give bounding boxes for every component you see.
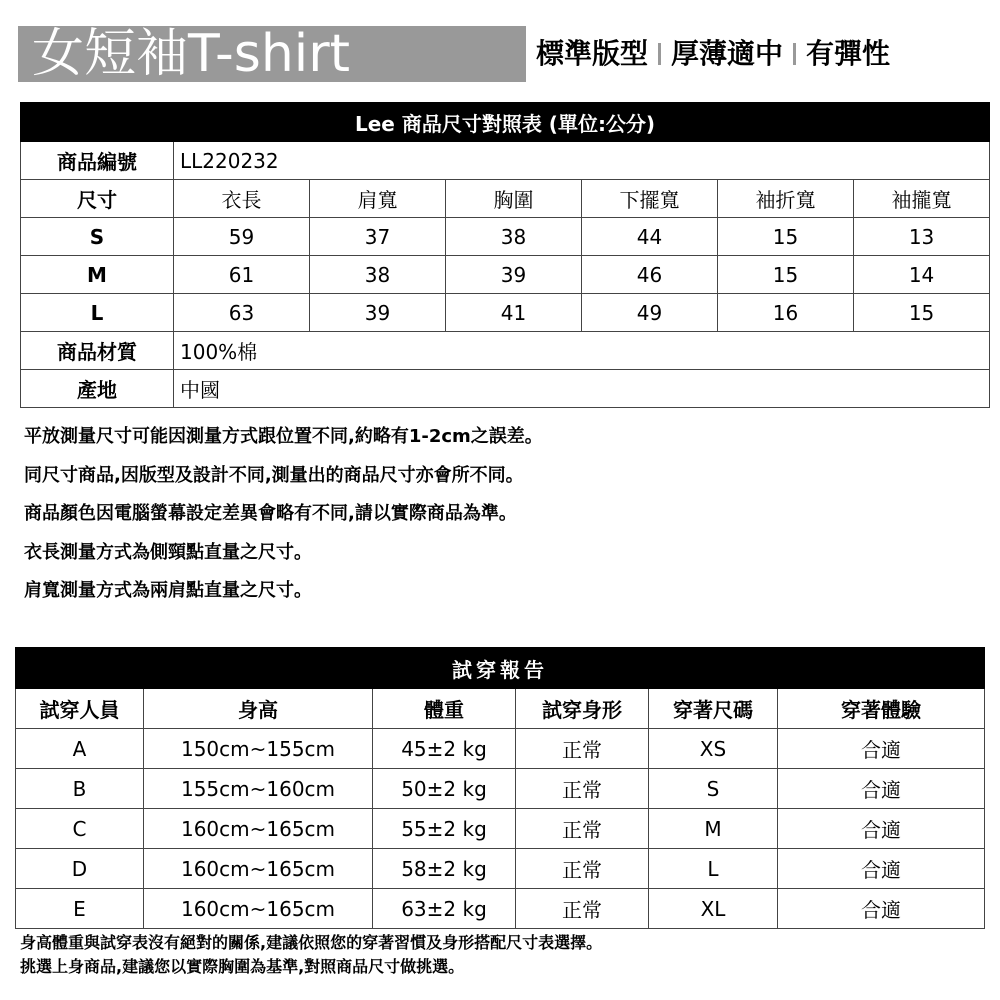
table-cell: 15: [854, 294, 990, 332]
table-cell: 50±2 kg: [373, 769, 516, 809]
table-cell: 13: [854, 218, 990, 256]
table-row: [16, 809, 985, 849]
trial-report-title: 試穿報告: [16, 648, 985, 689]
column-header: 胸圍: [446, 180, 582, 218]
table-cell: 49: [582, 294, 718, 332]
column-header: 試穿人員: [16, 689, 144, 729]
note-line: 同尺寸商品,因版型及設計不同,測量出的商品尺寸亦會所不同。: [24, 464, 524, 486]
table-row: [16, 849, 985, 889]
table-cell: 16: [718, 294, 854, 332]
table-cell: 44: [582, 218, 718, 256]
table-cell: 160cm~165cm: [144, 889, 373, 929]
size-chart-table: [20, 102, 990, 408]
table-cell: 150cm~155cm: [144, 729, 373, 769]
table-cell: C: [16, 809, 144, 849]
column-header: 衣長: [174, 180, 310, 218]
table-cell: 14: [854, 256, 990, 294]
column-header: 袖折寬: [718, 180, 854, 218]
table-row: [16, 769, 985, 809]
table-cell: 61: [174, 256, 310, 294]
table-row: [21, 294, 990, 332]
table-cell: 合適: [778, 769, 985, 809]
table-cell: 59: [174, 218, 310, 256]
column-header: 尺寸: [21, 180, 174, 218]
table-cell: 合適: [778, 809, 985, 849]
table-cell: 38: [446, 218, 582, 256]
table-cell: 合適: [778, 889, 985, 929]
size-label: S: [21, 218, 174, 256]
material-value: 100%棉: [174, 332, 990, 370]
note-line: 衣長測量方式為側頸點直量之尺寸。: [24, 541, 312, 563]
product-no-label: 商品編號: [21, 142, 174, 180]
table-cell: 63±2 kg: [373, 889, 516, 929]
table-cell: 合適: [778, 849, 985, 889]
table-cell: 37: [310, 218, 446, 256]
table-cell: 15: [718, 256, 854, 294]
table-cell: 正常: [516, 889, 649, 929]
size-chart-title: Lee 商品尺寸對照表 (單位:公分): [21, 103, 990, 142]
table-cell: 45±2 kg: [373, 729, 516, 769]
column-header: 體重: [373, 689, 516, 729]
size-header-row: [21, 180, 990, 218]
size-label: M: [21, 256, 174, 294]
tag-divider: [793, 43, 796, 65]
table-cell: 正常: [516, 769, 649, 809]
table-cell: 正常: [516, 729, 649, 769]
column-header: 穿著體驗: [778, 689, 985, 729]
product-no-value: LL220232: [174, 142, 990, 180]
table-cell: S: [649, 769, 778, 809]
table-cell: 39: [310, 294, 446, 332]
table-cell: 160cm~165cm: [144, 809, 373, 849]
table-cell: 正常: [516, 809, 649, 849]
tag-thickness: 厚薄適中: [671, 37, 784, 70]
page-title: 女短袖T-shirt: [18, 26, 526, 82]
origin-label: 產地: [21, 370, 174, 408]
table-row: [21, 218, 990, 256]
measurement-notes: [24, 418, 543, 611]
column-header: 肩寬: [310, 180, 446, 218]
table-cell: 38: [310, 256, 446, 294]
table-cell: E: [16, 889, 144, 929]
footer-notes: [20, 931, 602, 979]
column-header: 身高: [144, 689, 373, 729]
table-cell: 63: [174, 294, 310, 332]
table-cell: 合適: [778, 729, 985, 769]
table-row: [16, 889, 985, 929]
table-row: [16, 729, 985, 769]
note-line: 肩寬測量方式為兩肩點直量之尺寸。: [24, 580, 312, 601]
note-line: 商品顏色因電腦螢幕設定差異會略有不同,請以實際商品為準。: [24, 503, 517, 524]
trial-report-table: [15, 647, 985, 929]
table-cell: 15: [718, 218, 854, 256]
column-header: 穿著尺碼: [649, 689, 778, 729]
table-cell: XS: [649, 729, 778, 769]
table-cell: 39: [446, 256, 582, 294]
table-cell: B: [16, 769, 144, 809]
table-cell: 正常: [516, 849, 649, 889]
table-row: [21, 256, 990, 294]
column-header: 下擺寬: [582, 180, 718, 218]
column-header: 試穿身形: [516, 689, 649, 729]
table-cell: XL: [649, 889, 778, 929]
column-header: 袖攏寬: [854, 180, 990, 218]
footer-line: 挑選上身商品,建議您以實際胸圍為基準,對照商品尺寸做挑選。: [20, 957, 465, 976]
footer-line: 身高體重與試穿表沒有絕對的關係,建議依照您的穿著習慣及身形搭配尺寸表選擇。: [20, 933, 603, 952]
table-cell: 58±2 kg: [373, 849, 516, 889]
table-cell: 46: [582, 256, 718, 294]
tag-fit: 標準版型: [536, 37, 649, 70]
table-cell: L: [649, 849, 778, 889]
note-line: 平放測量尺寸可能因測量方式跟位置不同,約略有1-2cm之誤差。: [24, 426, 543, 447]
feature-tags: [536, 30, 890, 78]
tag-stretch: 有彈性: [806, 37, 891, 70]
table-cell: M: [649, 809, 778, 849]
material-label: 商品材質: [21, 332, 174, 370]
table-cell: 160cm~165cm: [144, 849, 373, 889]
size-label: L: [21, 294, 174, 332]
table-cell: A: [16, 729, 144, 769]
table-cell: 155cm~160cm: [144, 769, 373, 809]
table-cell: D: [16, 849, 144, 889]
table-cell: 41: [446, 294, 582, 332]
table-cell: 55±2 kg: [373, 809, 516, 849]
tag-divider: [658, 43, 661, 65]
trial-header-row: [16, 689, 985, 729]
origin-value: 中國: [174, 370, 990, 408]
